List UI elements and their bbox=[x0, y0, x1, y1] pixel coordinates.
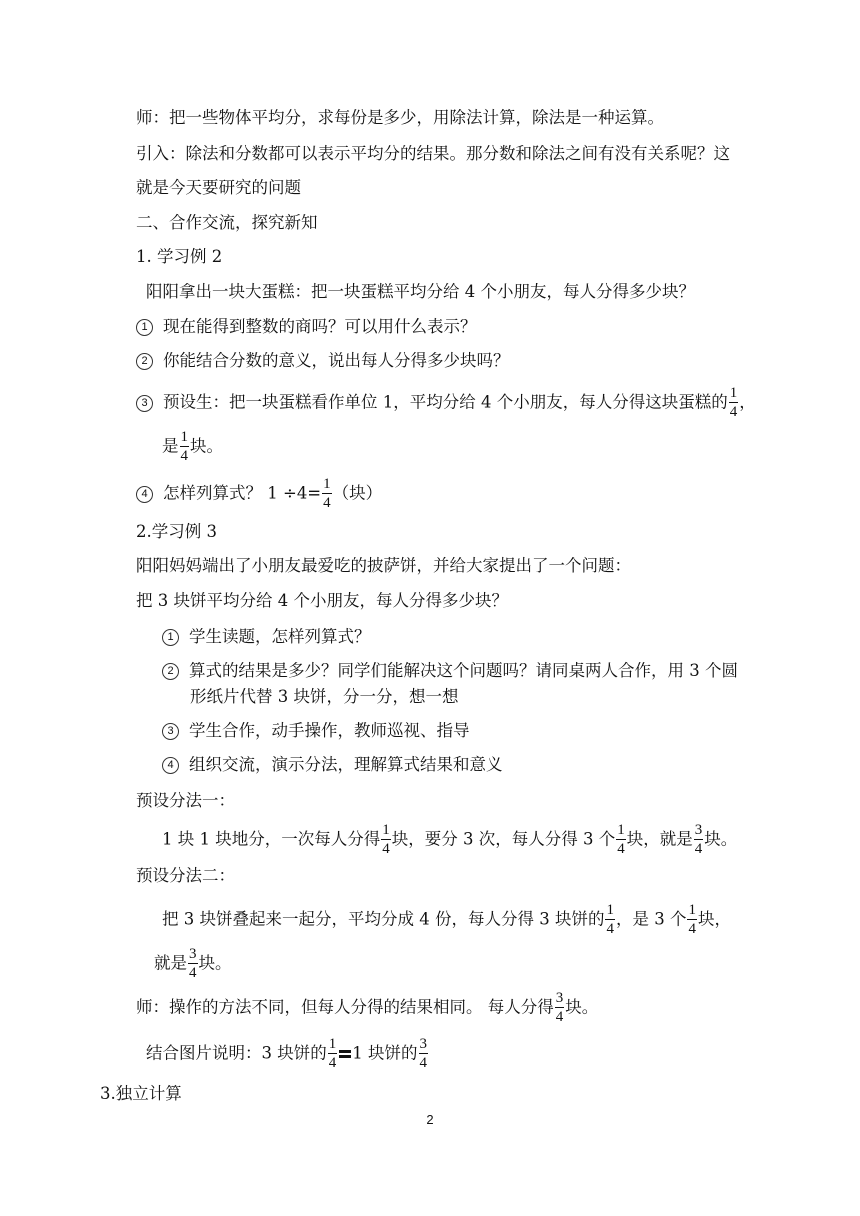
text-fragment: 就是 bbox=[154, 953, 187, 973]
circled-number: 2 bbox=[162, 663, 179, 680]
paragraph-intro-line1: 引入：除法和分数都可以表示平均分的结果。那分数和除法之间有没有关系呢？这 bbox=[136, 144, 730, 163]
fraction-one-quarter: $\frac{1}{4}$ bbox=[606, 902, 614, 937]
circled-number: 2 bbox=[136, 353, 153, 370]
list-item-text: 现在能得到整数的商吗？可以用什么表示？ bbox=[163, 317, 477, 336]
text-fragment: 1 块 1 块地分，一次每人分得 bbox=[162, 829, 381, 849]
method-1-title: 预设分法一： bbox=[136, 791, 235, 810]
page-number: 2 bbox=[426, 1112, 434, 1127]
text-fragment: 块。 bbox=[565, 997, 599, 1017]
text-fragment: 师：操作的方法不同，但每人分得的结果相同。 每人分得 bbox=[136, 997, 554, 1017]
paragraph-intro-line2: 就是今天要研究的问题 bbox=[136, 178, 301, 197]
list-item-text: 预设生：把一块蛋糕看作单位 1，平均分给 4 个小朋友，每人分得这块蛋糕的 bbox=[163, 392, 728, 412]
paragraph-teacher-division: 师：把一些物体平均分，求每份是多少，用除法计算，除法是一种运算。 bbox=[136, 108, 664, 127]
text-fragment: 块， bbox=[697, 909, 731, 929]
list-item bbox=[136, 477, 382, 511]
fraction-one-quarter: $\frac{1}{4}$ bbox=[328, 1036, 337, 1071]
example-2-title: 1. 学习例 2 bbox=[136, 247, 223, 266]
example-3-intro: 阳阳妈妈端出了小朋友最爱吃的披萨饼，并给大家提出了一个问题： bbox=[136, 556, 631, 575]
text-fragment: 块，就是 bbox=[626, 829, 693, 849]
fraction-one-quarter: $\frac{1}{4}$ bbox=[382, 822, 390, 857]
list-item bbox=[162, 626, 371, 648]
teacher-conclusion bbox=[136, 991, 598, 1025]
fraction-one-quarter: $\frac{1}{4}$ bbox=[180, 429, 188, 464]
section-heading-2: 二、合作交流，探究新知 bbox=[136, 213, 318, 232]
text-fragment: （块） bbox=[332, 483, 383, 503]
text-fragment: 块。 bbox=[190, 436, 223, 456]
list-item-text: 组织交流，演示分法，理解算式结果和意义 bbox=[189, 755, 503, 774]
text-fragment: 结合图片说明：3 块饼的 bbox=[146, 1043, 327, 1063]
fraction-three-quarters: $\frac{3}{4}$ bbox=[419, 1036, 427, 1071]
list-item-text: 学生合作，动手操作，教师巡视、指导 bbox=[189, 721, 470, 740]
circled-number: 1 bbox=[136, 319, 153, 336]
example-2-question: 阳阳拿出一块大蛋糕：把一块蛋糕平均分给 4 个小朋友，每人分得多少块？ bbox=[146, 282, 695, 301]
fraction-one-quarter: $\frac{1}{4}$ bbox=[729, 385, 738, 420]
circled-number: 4 bbox=[162, 757, 179, 774]
example-3-question: 把 3 块饼平均分给 4 个小朋友，每人分得多少块？ bbox=[136, 591, 508, 610]
text-fragment: 块。 bbox=[198, 953, 232, 973]
list-item bbox=[136, 316, 477, 338]
list-item bbox=[136, 386, 756, 420]
list-item-text: 学生读题，怎样列算式？ bbox=[189, 627, 371, 646]
text-fragment: ，是 3 个 bbox=[615, 909, 687, 929]
section-heading-3: 3.独立计算 bbox=[100, 1084, 182, 1103]
text-fragment: 1 块饼的 bbox=[352, 1043, 418, 1063]
fraction-three-quarters: $\frac{3}{4}$ bbox=[189, 946, 197, 981]
text-fragment: 块。 bbox=[704, 829, 738, 849]
method-2-title: 预设分法二： bbox=[136, 866, 235, 885]
fraction-three-quarters: $\frac{3}{4}$ bbox=[555, 990, 564, 1025]
list-item bbox=[162, 660, 738, 682]
fraction-one-quarter: $\frac{1}{4}$ bbox=[688, 902, 696, 937]
fraction-one-quarter: $\frac{1}{4}$ bbox=[617, 822, 625, 857]
list-item-text: 你能结合分数的意义，说出每人分得多少块吗？ bbox=[163, 351, 510, 370]
example-3-title: 2.学习例 3 bbox=[136, 522, 217, 541]
list-item-continuation: 形纸片代替 3 块饼，分一分，想一想 bbox=[190, 687, 459, 706]
punctuation: ， bbox=[739, 392, 756, 412]
text-fragment: 把 3 块饼叠起来一起分，平均分成 4 份，每人分得 3 块饼的 bbox=[162, 909, 605, 929]
circled-number: 3 bbox=[136, 395, 153, 412]
list-item bbox=[136, 350, 510, 372]
text-fragment: 块，要分 3 次，每人分得 3 个 bbox=[391, 829, 616, 849]
circled-number: 3 bbox=[162, 723, 179, 740]
list-item bbox=[162, 754, 503, 776]
list-item-text: 怎样列算式？ 1 ÷4= bbox=[163, 483, 322, 503]
circled-number: 4 bbox=[136, 486, 153, 503]
fraction-three-quarters: $\frac{3}{4}$ bbox=[694, 822, 703, 857]
equals-sign-icon bbox=[339, 1050, 351, 1058]
method-2-line-cont bbox=[154, 947, 232, 981]
method-2-line bbox=[162, 903, 731, 937]
list-item bbox=[162, 720, 470, 742]
method-1-line bbox=[162, 823, 737, 857]
circled-number: 1 bbox=[162, 629, 179, 646]
text-fragment: 是 bbox=[162, 436, 179, 456]
picture-explanation bbox=[146, 1037, 429, 1071]
list-item-text: 算式的结果是多少？同学们能解决这个问题吗？请同桌两人合作，用 3 个圆 bbox=[189, 661, 738, 680]
list-item-continuation bbox=[162, 430, 223, 464]
fraction-one-quarter: $\frac{1}{4}$ bbox=[323, 476, 331, 511]
